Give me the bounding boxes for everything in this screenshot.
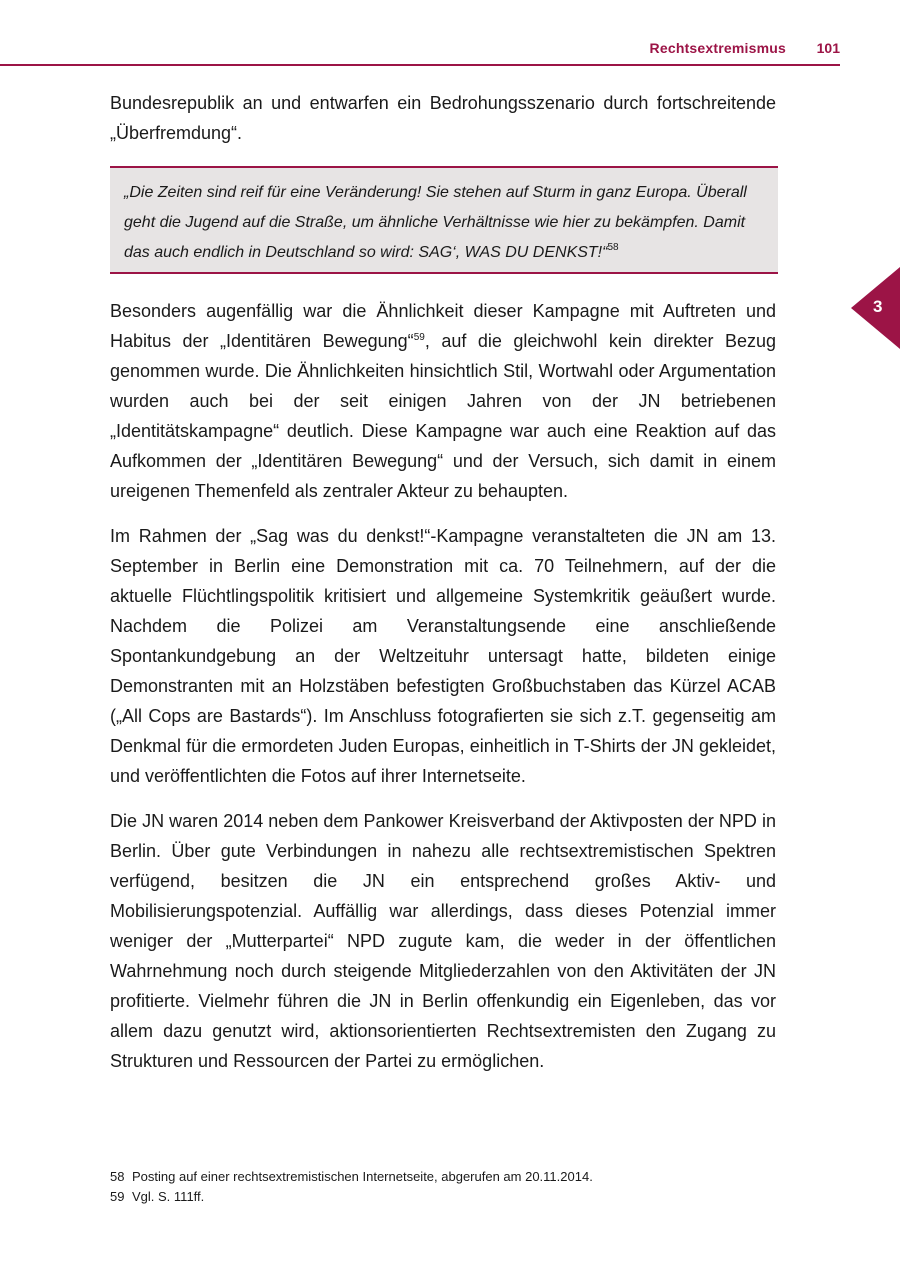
quote (124, 178, 764, 268)
paragraph-1-part2: , auf die gleichwohl kein direkter Bezug genommen wurde. Die Ähnlichkeiten hinsichtlich Stil, Wortwahl oder Argumentation wurden auch bei der seit einigen Jahren von der JN betriebenen „Identitätskampagne“ deutlich. Diese Kampagne war auch eine Reaktion auf das Aufkommen der „Identitären Bewegung“ und der Versuch, sich damit in einem ureigenen Themenfeld als zentraler Akteur zu behaupten. (110, 331, 777, 501)
paragraph-1-part1: Besonders augenfällig war die Ähnlichkeit dieser Kampagne mit Auftreten und Habitus der „Identitären Bewegung“ (110, 301, 776, 351)
footnote (110, 1167, 776, 1187)
footnote-text: Vgl. S. 111ff. (132, 1189, 205, 1204)
footnotes (110, 1167, 776, 1207)
footnote-text: Posting auf einer rechtsextremistischen Internetseite, abgerufen am 20.11.2014. (132, 1169, 593, 1184)
paragraph-1 (110, 296, 776, 506)
footnote-ref-58[interactable]: 58 (607, 242, 619, 253)
footnote-number: 59 (110, 1189, 125, 1204)
footnote-number: 58 (110, 1169, 125, 1184)
running-header (0, 38, 840, 66)
paragraph-intro: Bundesrepublik an und entwarfen ein Bedrohungsszenario durch fortschreitende „Überfremdung“. (110, 93, 776, 143)
chapter-tab (851, 267, 900, 349)
quote-text: „Die Zeiten sind reif für eine Veränderung! Sie stehen auf Sturm in ganz Europa. Überall geht die Jugend auf die Straße, um ähnliche Verhältnisse wie hier zu bekämpfen. Damit das auch endlich in Deutschland so wird: SAG‘, WAS DU DENKST!“ (124, 184, 747, 261)
quote-box (110, 166, 778, 274)
chapter-number: 3 (873, 297, 883, 316)
paragraph-2: Im Rahmen der „Sag was du denkst!“-Kampagne veranstalteten die JN am 13. September in Berlin eine Demonstration mit ca. 70 Teilnehmern, auf der die aktuelle Flüchtlingspolitik kritisiert und allgemeine Systemkritik geäußert wurde. Nachdem die Polizei am Veranstaltungsende eine anschließende Spontankundgebung an der Weltzeituhr untersagt hatte, bildeten einige Demonstranten mit an Holzstäben befestigten Großbuchstaben das Kürzel ACAB („All Cops are Bastards“). Im Anschluss fotografierten sie sich z.T. gegenseitig am Denkmal für die ermordeten Juden Europas, einheitlich in T-Shirts der JN gekleidet, und veröffentlichten die Fotos auf ihrer Internetseite. (110, 526, 776, 786)
page-number: 101 (816, 40, 840, 56)
paragraph-3: Die JN waren 2014 neben dem Pankower Kreisverband der Aktivposten der NPD in Berlin. Über gute Verbindungen in nahezu alle rechtsextremistischen Spektren verfügend, besitzen die JN ein entsprechend großes Aktiv- und Mobilisierungspotenzial. Auffällig war allerdings, dass dieses Potenzial immer weniger der „Mutterpartei“ NPD zugute kam, die weder in der öffentlichen Wahrnehmung noch durch steigende Mitgliederzahlen von den Aktivitäten der JN profitierte. Vielmehr führen die JN in Berlin offenkundig ein Eigenleben, das vor allem dazu genutzt wird, aktionsorientierten Rechtsextremisten den Zugang zu Strukturen und Ressourcen der Partei zu ermöglichen. (110, 811, 776, 1071)
footnote (110, 1187, 776, 1207)
footnote-ref-59[interactable]: 59 (413, 332, 425, 343)
section-title: Rechtsextremismus (649, 40, 786, 56)
